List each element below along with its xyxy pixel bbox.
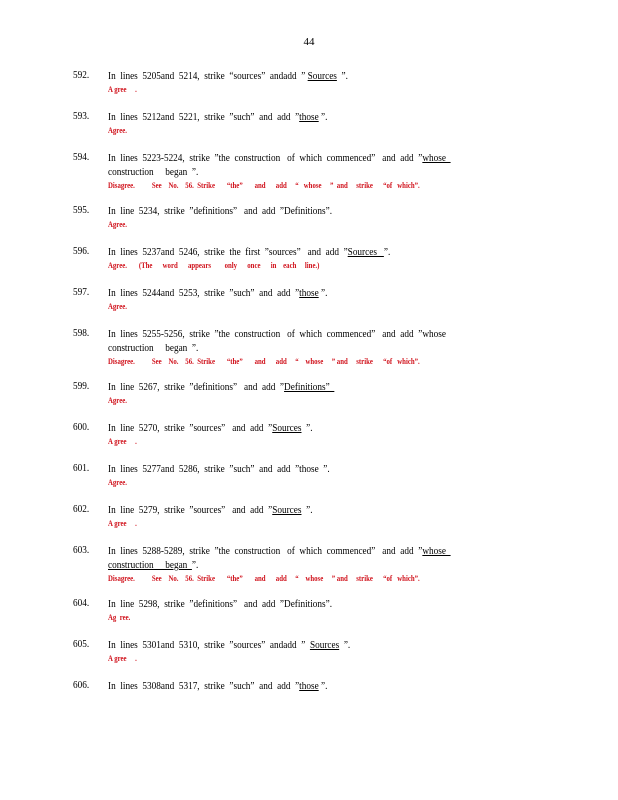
- amendment-item: [0, 205, 618, 230]
- underlined-text: whose: [422, 546, 451, 557]
- instruction-text: In line 5279, strike ”sources” and add ”: [108, 505, 273, 516]
- instruction-text: ”.: [339, 640, 351, 651]
- instruction-text: In lines 5212and 5221, strike ”such” and add ”: [108, 112, 300, 123]
- instruction-text: In lines 5223-5224, strike ”the construction of which commenced” and add ”: [108, 153, 423, 164]
- underlined-text: construction began: [108, 560, 192, 571]
- instruction-text: In lines 5244and 5253, strike ”such” and add ”: [108, 288, 300, 299]
- instruction-text: construction began ”.: [108, 343, 199, 354]
- response-note: Agree.: [108, 478, 127, 487]
- instruction-text: ”.: [301, 505, 313, 516]
- instruction-text: ”.: [383, 247, 391, 258]
- instruction-text: In lines 5277and 5286, strike ”such” and add ”those ”.: [108, 464, 330, 475]
- response-note: Agree.: [108, 220, 127, 229]
- response-note: Agree. (The word appears only once in each line.): [108, 261, 320, 270]
- response-note: A gree .: [108, 437, 137, 446]
- amendment-item: [0, 111, 618, 136]
- item-number: 594.: [73, 152, 90, 163]
- amendment-item: [0, 680, 618, 694]
- amendment-item: [0, 545, 618, 584]
- response-note: Disagree. See No. 56. Strike “the” and add “ whose ” and strike “of which”.: [108, 357, 420, 366]
- item-body: [108, 381, 508, 406]
- amendment-item: [0, 381, 618, 406]
- response-note: Ag ree.: [108, 613, 131, 622]
- instruction-text: ”.: [336, 71, 348, 82]
- instruction-line: [108, 504, 460, 518]
- item-number: 600.: [73, 422, 90, 433]
- response-note: Agree.: [108, 396, 127, 405]
- instruction-text: In lines 5255-5256, strike ”the construction of which commenced” and add ”whose: [108, 329, 446, 340]
- amendment-item: [0, 287, 618, 312]
- instruction-text: ”.: [318, 288, 328, 299]
- item-body: [108, 70, 508, 95]
- underlined-text: those: [299, 288, 319, 299]
- underlined-text: Sources: [309, 640, 340, 651]
- instruction-line: [108, 559, 460, 573]
- instruction-line: [108, 287, 460, 301]
- item-number: 592.: [73, 70, 90, 81]
- item-number: 604.: [73, 598, 90, 609]
- instruction-text: In lines 5308and 5317, strike ”such” and add ”: [108, 681, 300, 692]
- instruction-text: construction began ”.: [108, 167, 199, 178]
- instruction-line: [108, 463, 460, 477]
- item-body: [108, 111, 508, 136]
- item-body: [108, 463, 508, 488]
- underlined-text: Sources: [307, 71, 337, 82]
- amendment-item: [0, 246, 618, 271]
- item-number: 603.: [73, 545, 90, 556]
- instruction-text: ”.: [318, 681, 328, 692]
- item-number: 596.: [73, 246, 90, 257]
- instruction-text: In line 5270, strike ”sources” and add ”: [108, 423, 273, 434]
- response-note: Agree.: [108, 302, 127, 311]
- response-note: A gree .: [108, 519, 137, 528]
- amendment-item: [0, 422, 618, 447]
- instruction-text: In line 5298, strike ”definitions” and add ”Definitions”.: [108, 599, 333, 610]
- response-note: Agree.: [108, 126, 127, 135]
- item-body: [108, 422, 508, 447]
- item-body: [108, 504, 508, 529]
- instruction-text: In line 5267, strike ”definitions” and add ”: [108, 382, 285, 393]
- underlined-text: Sources: [272, 505, 302, 516]
- item-body: [108, 205, 508, 230]
- item-number: 601.: [73, 463, 90, 474]
- amendment-item: [0, 598, 618, 623]
- underlined-text: Definitions”: [284, 382, 335, 393]
- item-body: [108, 152, 508, 191]
- item-body: [108, 287, 508, 312]
- amendment-item: [0, 152, 618, 191]
- instruction-text: ”.: [301, 423, 313, 434]
- item-number: 593.: [73, 111, 90, 122]
- underlined-text: Sources: [272, 423, 302, 434]
- response-note: Disagree. See No. 56. Strike “the” and add “ whose ” and strike “of which”.: [108, 181, 420, 190]
- instruction-line: [108, 328, 460, 342]
- item-number: 598.: [73, 328, 90, 339]
- item-body: [108, 328, 508, 367]
- item-number: 595.: [73, 205, 90, 216]
- instruction-line: [108, 545, 460, 559]
- response-note: A gree .: [108, 654, 137, 663]
- instruction-text: In lines 5301and 5310, strike ”sources” andadd ”: [108, 640, 310, 651]
- response-note: A gree .: [108, 85, 137, 94]
- instruction-line: [108, 152, 460, 166]
- underlined-text: Sources: [347, 247, 384, 258]
- item-body: [108, 680, 508, 694]
- response-note: Disagree. See No. 56. Strike “the” and add “ whose ” and strike “of which”.: [108, 574, 420, 583]
- instruction-line: [108, 639, 460, 653]
- instruction-line: [108, 205, 460, 219]
- instruction-text: In lines 5237and 5246, strike the first ”sources” and add ”: [108, 247, 348, 258]
- item-body: [108, 598, 508, 623]
- page-number: 44: [303, 36, 315, 48]
- instruction-line: [108, 422, 460, 436]
- instruction-line: [108, 166, 460, 180]
- underlined-text: those: [299, 112, 319, 123]
- underlined-text: those: [299, 681, 319, 692]
- item-number: 606.: [73, 680, 90, 691]
- amendment-item: [0, 504, 618, 529]
- amendment-item: [0, 639, 618, 664]
- item-body: [108, 545, 508, 584]
- item-number: 605.: [73, 639, 90, 650]
- instruction-line: [108, 111, 460, 125]
- instruction-text: In lines 5205and 5214, strike “sources” andadd ”: [108, 71, 308, 82]
- amendment-item: [0, 328, 618, 367]
- instruction-line: [108, 680, 460, 694]
- instruction-line: [108, 381, 460, 395]
- instruction-line: [108, 70, 460, 84]
- instruction-line: [108, 342, 460, 356]
- item-number: 597.: [73, 287, 90, 298]
- item-body: [108, 246, 508, 271]
- item-number: 599.: [73, 381, 90, 392]
- underlined-text: whose: [422, 153, 451, 164]
- item-number: 602.: [73, 504, 90, 515]
- item-body: [108, 639, 508, 664]
- instruction-text: ”.: [318, 112, 328, 123]
- instruction-line: [108, 246, 460, 260]
- amendment-item: [0, 70, 618, 95]
- instruction-text: In line 5234, strike ”definitions” and add ”Definitions”.: [108, 206, 333, 217]
- amendment-item: [0, 463, 618, 488]
- instruction-line: [108, 598, 460, 612]
- instruction-text: ”.: [191, 560, 199, 571]
- instruction-text: In lines 5288-5289, strike ”the construction of which commenced” and add ”: [108, 546, 423, 557]
- amendment-list: [0, 70, 618, 710]
